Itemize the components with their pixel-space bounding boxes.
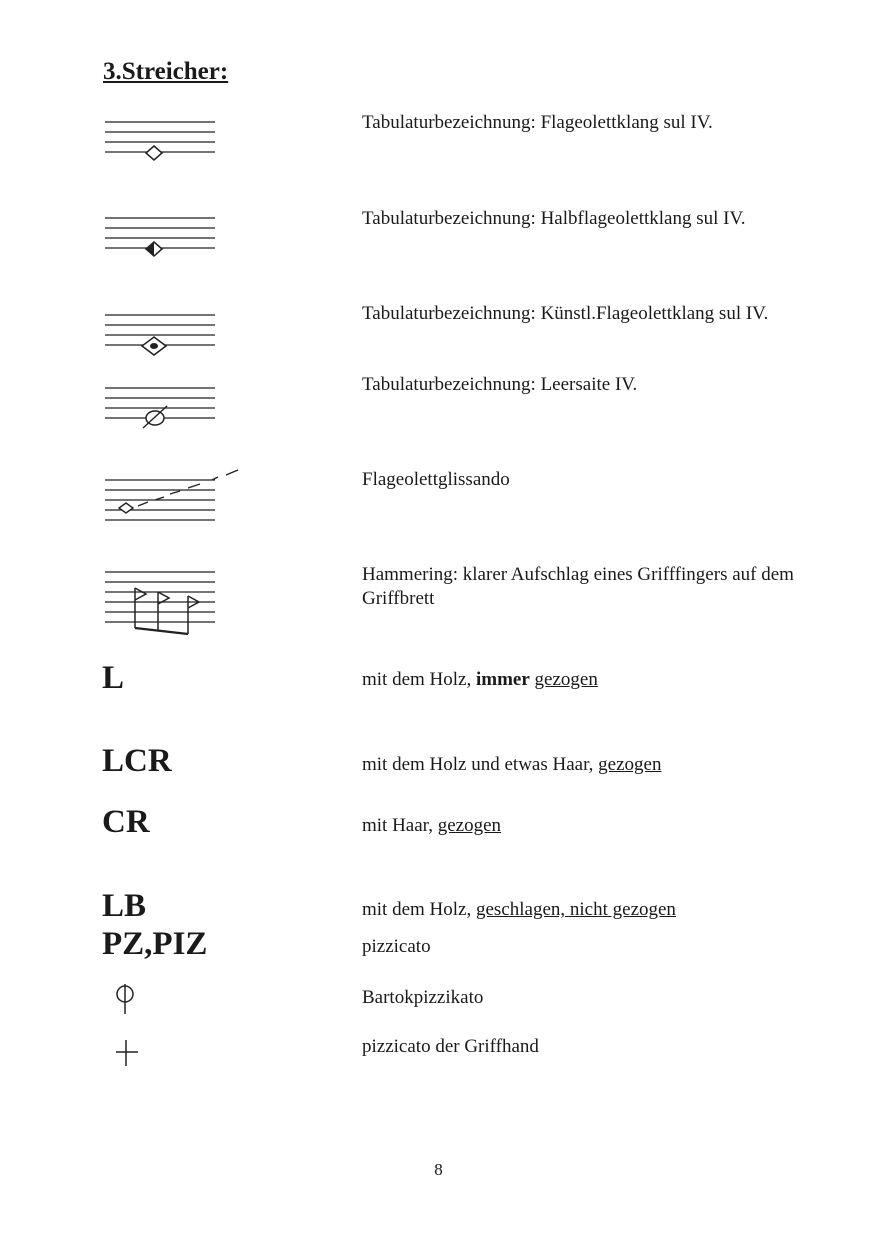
row-description: Tabulaturbezeichnung: Halbflageolettklang sul IV.	[362, 208, 746, 229]
section-heading: 3.Streicher:	[103, 58, 229, 85]
page-number: 8	[434, 1160, 443, 1179]
open-string-symbol	[100, 384, 250, 434]
left-hand-pizzicato-symbol	[112, 1036, 262, 1072]
icon-row-description: pizzicato der Griffhand	[362, 1036, 539, 1057]
row-description: Tabulaturbezeichnung: Künstl.Flageolettklang sul IV.	[362, 303, 769, 324]
abbreviation-label: L	[102, 660, 125, 696]
row-description: Flageolettglissando	[362, 469, 510, 490]
harmonic-symbol	[100, 118, 250, 168]
abbreviation-label: LB	[102, 888, 147, 924]
row-description: Hammering: klarer Aufschlag eines Grifffingers auf dem Griffbrett	[362, 564, 794, 609]
tablature-staff-icon	[100, 384, 250, 434]
left-hand-pizzicato-icon	[112, 1036, 142, 1072]
icon-row-description: Bartokpizzikato	[362, 987, 484, 1008]
artificial-harmonic-symbol	[100, 311, 250, 361]
tablature-staff-icon	[100, 214, 250, 264]
tablature-staff-icon	[100, 118, 250, 168]
abbreviation-label: CR	[102, 804, 150, 840]
abbreviation-description: mit dem Holz, geschlagen, nicht gezogen	[362, 899, 676, 920]
tablature-staff-icon	[100, 311, 250, 361]
row-description: Tabulaturbezeichnung: Leersaite IV.	[362, 374, 638, 395]
abbreviation-description: mit dem Holz und etwas Haar, gezogen	[362, 754, 662, 775]
tablature-staff-icon	[100, 470, 250, 530]
hammer-on-notes-icon	[135, 588, 199, 634]
abbreviation-description: pizzicato	[362, 936, 431, 957]
bartok-pizzicato-icon	[112, 980, 142, 1020]
abbreviation-description: mit Haar, gezogen	[362, 815, 502, 836]
abbreviation-description: mit dem Holz, immer gezogen	[362, 669, 598, 690]
half-filled-notehead-icon	[146, 242, 154, 256]
hammering-symbol	[100, 568, 250, 643]
row-description: Tabulaturbezeichnung: Flageolettklang sul IV.	[362, 112, 713, 133]
dot-notehead-icon	[150, 343, 158, 349]
abbreviation-label: LCR	[102, 743, 172, 779]
diamond-notehead-icon	[146, 146, 162, 160]
harmonic-glissando-symbol	[100, 470, 250, 530]
tablature-staff-icon	[100, 568, 250, 643]
bartok-pizzicato-symbol	[112, 980, 262, 1020]
half-harmonic-symbol	[100, 214, 250, 264]
abbreviation-label: PZ,PIZ	[102, 926, 208, 962]
